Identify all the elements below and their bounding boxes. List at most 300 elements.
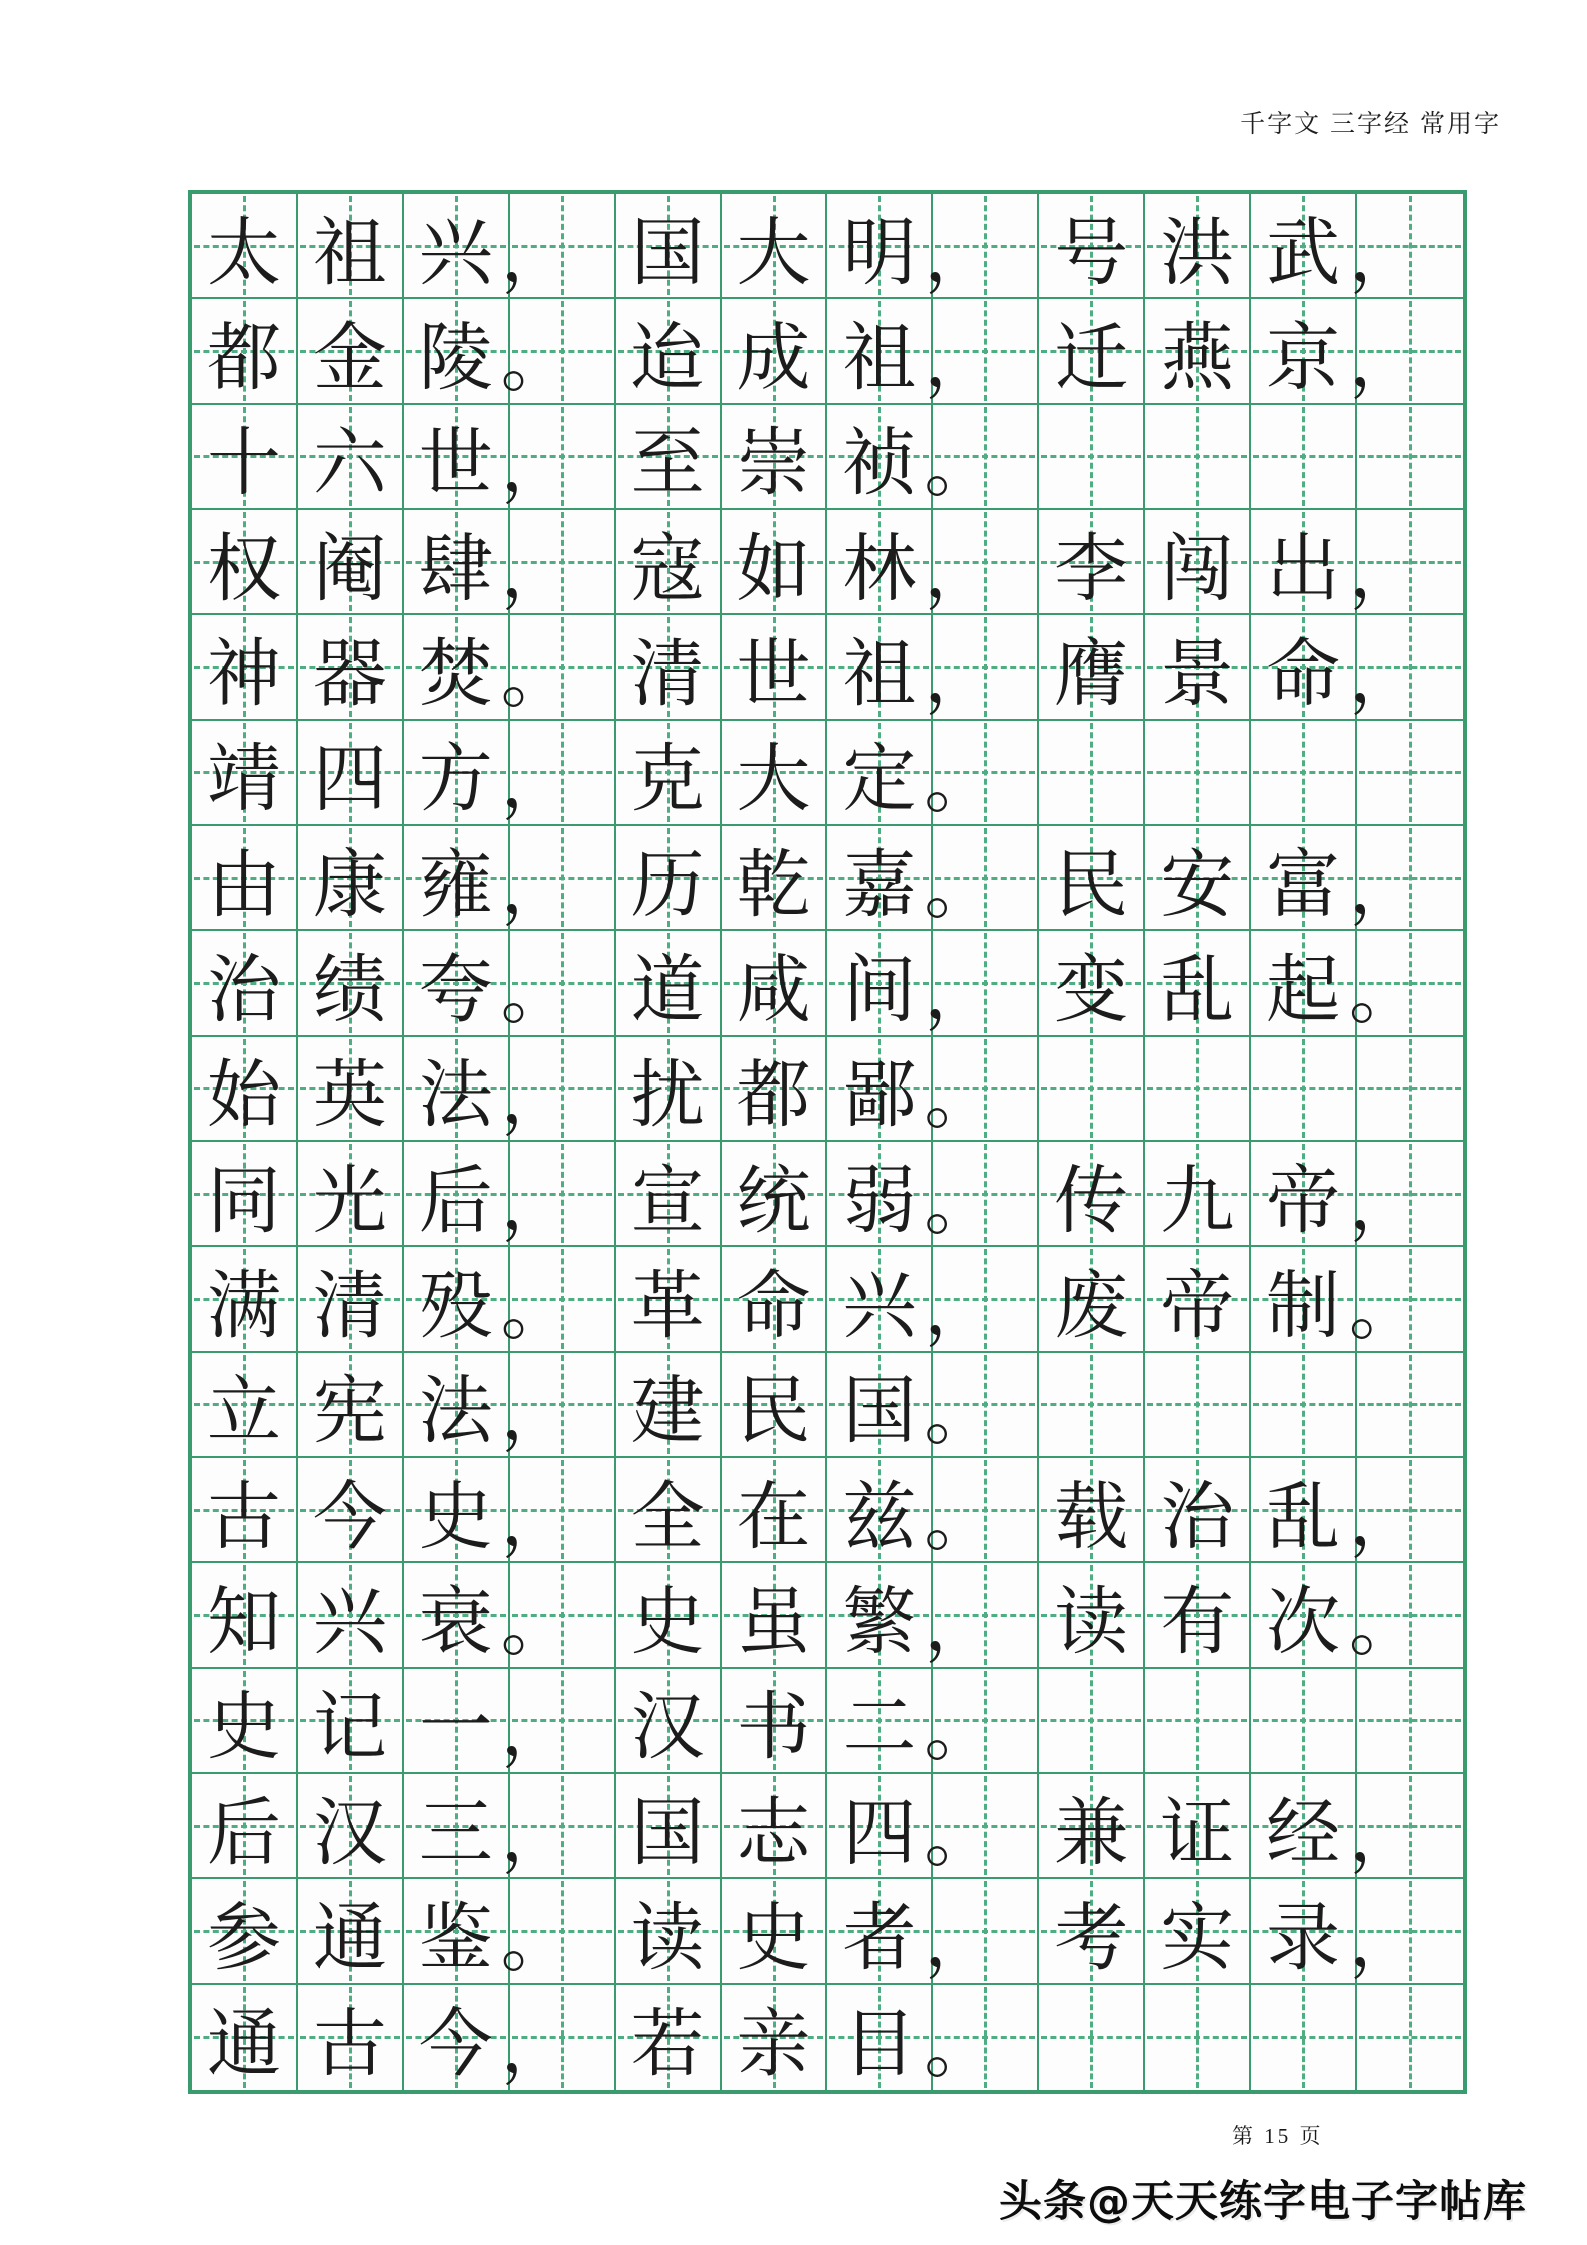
hanzi-char: 通 (312, 1894, 387, 1981)
grid-cell (192, 1985, 298, 2090)
hanzi-char: 膺 (1054, 630, 1129, 717)
hanzi-char: 都 (206, 314, 281, 401)
hanzi-char: 今 (418, 2001, 493, 2088)
hanzi-char: 古 (312, 2001, 387, 2088)
punctuation-char: ， (500, 1162, 571, 1245)
grid-cell (1145, 1247, 1251, 1352)
hanzi-char: 李 (1054, 525, 1129, 612)
grid-cell (404, 1037, 510, 1142)
hanzi-char: 闯 (1160, 525, 1235, 612)
punctuation-char: ， (500, 425, 571, 508)
punctuation-char: ， (500, 846, 571, 929)
hanzi-char: 鉴 (418, 1894, 493, 1981)
hanzi-char: 林 (842, 525, 917, 612)
punctuation-char: 。 (924, 1057, 995, 1140)
punctuation-char: ， (500, 214, 571, 297)
hanzi-char: 命 (1266, 630, 1341, 717)
hanzi-char: 传 (1054, 1157, 1129, 1244)
grid-cell (616, 405, 722, 510)
hanzi-char: 寇 (630, 525, 705, 612)
grid-cell (1145, 1985, 1251, 2090)
hanzi-char: 民 (1054, 841, 1129, 928)
grid-cell (1039, 299, 1145, 404)
grid-cell (1349, 1142, 1463, 1247)
grid-cell (722, 826, 828, 931)
hanzi-char: 迨 (630, 314, 705, 401)
grid-cell (827, 1037, 933, 1142)
grid-cell (722, 1985, 828, 2090)
grid-cell (298, 721, 404, 826)
hanzi-char: 汉 (312, 1789, 387, 1876)
grid-cell (404, 194, 510, 299)
hanzi-char: 三 (418, 1789, 493, 1876)
hanzi-char: 知 (206, 1578, 281, 1665)
grid-cell (1145, 299, 1251, 404)
punctuation-char: ， (924, 951, 995, 1034)
hanzi-char: 雍 (418, 841, 493, 928)
grid-cell (298, 1458, 404, 1563)
hanzi-char: 绩 (312, 946, 387, 1033)
hanzi-char: 四 (842, 1789, 917, 1876)
grid-cell (500, 1879, 616, 1984)
punctuation-char: ， (924, 319, 995, 402)
grid-cell (827, 1669, 933, 1774)
hanzi-char: 革 (630, 1262, 705, 1349)
grid-cell (500, 194, 616, 299)
grid-cell (298, 1247, 404, 1352)
grid-cell (616, 826, 722, 931)
punctuation-char: ， (924, 1899, 995, 1982)
hanzi-char: 宣 (630, 1157, 705, 1244)
hanzi-char: 国 (630, 209, 705, 296)
hanzi-char: 康 (312, 841, 387, 928)
grid-cell (298, 1879, 404, 1984)
grid-cell (1039, 1142, 1145, 1247)
practice-grid (188, 190, 1467, 2094)
grid-cell (1145, 1353, 1251, 1458)
grid-cell (1039, 1037, 1145, 1142)
grid-cell (1251, 615, 1357, 720)
grid-cell (1145, 826, 1251, 931)
grid-cell (1145, 1037, 1251, 1142)
hanzi-char: 史 (630, 1578, 705, 1665)
grid-cell (298, 1142, 404, 1247)
hanzi-char: 兹 (842, 1473, 917, 1560)
hanzi-char: 京 (1266, 314, 1341, 401)
hanzi-char: 嘉 (842, 841, 917, 928)
hanzi-char: 号 (1054, 209, 1129, 296)
grid-cell (298, 826, 404, 931)
grid-cell (616, 1563, 722, 1668)
punctuation-char: ， (1349, 1162, 1420, 1245)
grid-cell (1349, 1563, 1463, 1668)
grid-cell (1357, 1985, 1463, 2090)
grid-cell (924, 721, 1039, 826)
grid-cell (924, 405, 1039, 510)
punctuation-char: ， (1349, 214, 1420, 297)
grid-cell (722, 1247, 828, 1352)
hanzi-char: 崇 (736, 420, 811, 507)
hanzi-char: 载 (1054, 1473, 1129, 1560)
grid-cell (827, 1985, 933, 2090)
grid-cell (298, 1563, 404, 1668)
grid-cell (298, 510, 404, 615)
punctuation-char: 。 (924, 1689, 995, 1772)
grid-cell (1145, 1669, 1251, 1774)
hanzi-char: 扰 (630, 1052, 705, 1139)
grid-cell (192, 1879, 298, 1984)
grid-cell (722, 405, 828, 510)
grid-cell (500, 1353, 616, 1458)
grid-cell (722, 1142, 828, 1247)
grid-cell (1357, 405, 1463, 510)
grid-cell (500, 510, 616, 615)
grid-cell (924, 931, 1039, 1036)
grid-cell (404, 826, 510, 931)
punctuation-char: ， (1349, 319, 1420, 402)
grid-cell (1251, 1563, 1357, 1668)
grid-cell (192, 1142, 298, 1247)
hanzi-char: 鄙 (842, 1052, 917, 1139)
hanzi-char: 祖 (312, 209, 387, 296)
grid-cell (616, 1353, 722, 1458)
hanzi-char: 今 (312, 1473, 387, 1560)
grid-cell (500, 1458, 616, 1563)
grid-cell (924, 1879, 1039, 1984)
grid-cell (192, 721, 298, 826)
grid-cell (500, 931, 616, 1036)
grid-cell (1349, 1458, 1463, 1563)
grid-cell (722, 1353, 828, 1458)
grid-cell (616, 1774, 722, 1879)
hanzi-char: 靖 (206, 736, 281, 823)
grid-cell (1251, 1458, 1357, 1563)
grid-cell (500, 1142, 616, 1247)
grid-cell (298, 931, 404, 1036)
hanzi-char: 虽 (736, 1578, 811, 1665)
hanzi-char: 变 (1054, 946, 1129, 1033)
grid-cell (1145, 1774, 1251, 1879)
grid-cell (722, 299, 828, 404)
hanzi-char: 者 (842, 1894, 917, 1981)
grid-cell (500, 1037, 616, 1142)
punctuation-char: 。 (924, 425, 995, 508)
grid-cell (192, 931, 298, 1036)
hanzi-char: 治 (1160, 1473, 1235, 1560)
hanzi-char: 祖 (842, 630, 917, 717)
hanzi-char: 建 (630, 1368, 705, 1455)
grid-cell (298, 1669, 404, 1774)
grid-cell (192, 1774, 298, 1879)
grid-cell (192, 1037, 298, 1142)
grid-cell (500, 826, 616, 931)
grid-cell (1039, 1247, 1145, 1352)
grid-cell (924, 1353, 1039, 1458)
hanzi-char: 后 (206, 1789, 281, 1876)
hanzi-char: 法 (418, 1052, 493, 1139)
grid-cell (192, 1669, 298, 1774)
hanzi-char: 史 (418, 1473, 493, 1560)
grid-cell (1251, 1353, 1357, 1458)
hanzi-char: 至 (630, 420, 705, 507)
grid-cell (616, 1458, 722, 1563)
grid-cell (827, 615, 933, 720)
grid-cell (616, 1037, 722, 1142)
hanzi-char: 定 (842, 736, 917, 823)
grid-cell (1357, 1353, 1463, 1458)
hanzi-char: 始 (206, 1052, 281, 1139)
grid-cell (404, 1247, 510, 1352)
grid-cell (192, 615, 298, 720)
hanzi-char: 满 (206, 1262, 281, 1349)
hanzi-char: 清 (312, 1262, 387, 1349)
hanzi-char: 间 (842, 946, 917, 1033)
grid-cell (616, 194, 722, 299)
grid-cell (924, 1985, 1039, 2090)
punctuation-char: 。 (924, 846, 995, 929)
grid-cell (1145, 1142, 1251, 1247)
hanzi-char: 器 (312, 630, 387, 717)
hanzi-char: 英 (312, 1052, 387, 1139)
punctuation-char: 。 (924, 1373, 995, 1456)
grid-cell (827, 299, 933, 404)
punctuation-char: 。 (500, 951, 571, 1034)
hanzi-char: 富 (1266, 841, 1341, 928)
grid-cell (1251, 826, 1357, 931)
grid-cell (1251, 721, 1357, 826)
grid-cell (500, 615, 616, 720)
hanzi-char: 在 (736, 1473, 811, 1560)
hanzi-char: 一 (418, 1684, 493, 1771)
grid-cell (1145, 405, 1251, 510)
grid-cell (298, 1985, 404, 2090)
grid-cell (404, 1353, 510, 1458)
grid-cell (1039, 1879, 1145, 1984)
punctuation-char: 。 (500, 635, 571, 718)
grid-cell (827, 1879, 933, 1984)
grid-cell (1039, 1563, 1145, 1668)
grid-cell (500, 1563, 616, 1668)
grid-cell (722, 721, 828, 826)
punctuation-char: ， (500, 741, 571, 824)
grid-cell (298, 1037, 404, 1142)
grid-cell (1251, 931, 1357, 1036)
hanzi-char: 衰 (418, 1578, 493, 1665)
grid-cell (1039, 721, 1145, 826)
grid-cell (1251, 1247, 1357, 1352)
punctuation-char: ， (500, 1373, 571, 1456)
grid-cell (1251, 299, 1357, 404)
hanzi-char: 经 (1266, 1789, 1341, 1876)
punctuation-char: ， (500, 1057, 571, 1140)
grid-cell (722, 194, 828, 299)
grid-cell (616, 1669, 722, 1774)
hanzi-char: 考 (1054, 1894, 1129, 1981)
grid-cell (1251, 510, 1357, 615)
grid-cell (1039, 615, 1145, 720)
grid-cell (1039, 405, 1145, 510)
hanzi-char: 同 (206, 1157, 281, 1244)
grid-cell (404, 1669, 510, 1774)
hanzi-char: 读 (630, 1894, 705, 1981)
grid-cell (924, 1142, 1039, 1247)
grid-cell (500, 1985, 616, 2090)
grid-cell (1349, 1247, 1463, 1352)
hanzi-char: 后 (418, 1157, 493, 1244)
grid-cell (616, 615, 722, 720)
grid-cell (1145, 615, 1251, 720)
grid-cell (1145, 194, 1251, 299)
hanzi-char: 汉 (630, 1684, 705, 1771)
hanzi-char: 帝 (1160, 1262, 1235, 1349)
hanzi-char: 法 (418, 1368, 493, 1455)
grid-cell (722, 931, 828, 1036)
hanzi-char: 安 (1160, 841, 1235, 928)
hanzi-char: 夸 (418, 946, 493, 1033)
grid-cell (500, 1669, 616, 1774)
hanzi-char: 证 (1160, 1789, 1235, 1876)
grid-cell (298, 405, 404, 510)
grid-cell (1251, 1879, 1357, 1984)
grid-cell (827, 405, 933, 510)
grid-cell (1349, 826, 1463, 931)
grid-cell (192, 826, 298, 931)
hanzi-char: 志 (736, 1789, 811, 1876)
grid-cell (924, 510, 1039, 615)
grid-cell (924, 1037, 1039, 1142)
hanzi-char: 兴 (418, 209, 493, 296)
grid-cell (1039, 1353, 1145, 1458)
grid-cell (500, 1774, 616, 1879)
hanzi-char: 统 (736, 1157, 811, 1244)
punctuation-char: ， (500, 1794, 571, 1877)
grid-cell (192, 1563, 298, 1668)
grid-cell (192, 1353, 298, 1458)
hanzi-char: 大 (736, 209, 811, 296)
hanzi-char: 清 (630, 630, 705, 717)
hanzi-char: 录 (1266, 1894, 1341, 1981)
grid-cell (404, 1563, 510, 1668)
punctuation-char: ， (924, 214, 995, 297)
hanzi-char: 历 (630, 841, 705, 928)
grid-cell (404, 721, 510, 826)
hanzi-char: 起 (1266, 946, 1341, 1033)
grid-cell (722, 1037, 828, 1142)
hanzi-char: 洪 (1160, 209, 1235, 296)
grid-cell (192, 194, 298, 299)
grid-cell (722, 510, 828, 615)
grid-cell (298, 615, 404, 720)
grid-cell (827, 931, 933, 1036)
grid-cell (404, 615, 510, 720)
punctuation-char: 。 (1349, 1267, 1420, 1350)
grid-cell (1357, 1037, 1463, 1142)
grid-cell (924, 1247, 1039, 1352)
grid-cell (192, 1458, 298, 1563)
grid-cell (404, 299, 510, 404)
hanzi-char: 宪 (312, 1368, 387, 1455)
grid-cell (1039, 1458, 1145, 1563)
grid-cell (722, 1458, 828, 1563)
grid-cell (404, 405, 510, 510)
grid-cell (1145, 721, 1251, 826)
grid-cell (404, 1142, 510, 1247)
grid-cell (924, 1563, 1039, 1668)
grid-cell (1039, 826, 1145, 931)
hanzi-char: 明 (842, 209, 917, 296)
hanzi-char: 祯 (842, 420, 917, 507)
punctuation-char: 。 (500, 1899, 571, 1982)
grid-cell (1039, 510, 1145, 615)
hanzi-char: 制 (1266, 1262, 1341, 1349)
grid-cell (924, 615, 1039, 720)
hanzi-char: 太 (206, 209, 281, 296)
grid-cell (1251, 1774, 1357, 1879)
punctuation-char: 。 (924, 741, 995, 824)
grid-cell (924, 826, 1039, 931)
grid-cell (722, 615, 828, 720)
grid-cell (404, 1774, 510, 1879)
grid-cell (722, 1669, 828, 1774)
grid-cell (924, 299, 1039, 404)
grid-cell (500, 721, 616, 826)
grid-cell (924, 194, 1039, 299)
grid-cell (827, 1247, 933, 1352)
hanzi-char: 兴 (312, 1578, 387, 1665)
punctuation-char: ， (500, 1478, 571, 1561)
punctuation-char: 。 (924, 2006, 995, 2089)
grid-cell (924, 1669, 1039, 1774)
hanzi-char: 史 (206, 1684, 281, 1771)
page-title: 千字文 三字经 常用字 (1240, 110, 1501, 138)
grid-cell (827, 826, 933, 931)
hanzi-char: 肆 (418, 525, 493, 612)
hanzi-char: 民 (736, 1368, 811, 1455)
grid-cell (722, 1774, 828, 1879)
hanzi-char: 如 (736, 525, 811, 612)
grid-cell (827, 721, 933, 826)
punctuation-char: ， (924, 1583, 995, 1666)
grid-cell (1145, 1879, 1251, 1984)
grid-cell (616, 1879, 722, 1984)
hanzi-char: 十 (206, 420, 281, 507)
hanzi-char: 兼 (1054, 1789, 1129, 1876)
grid-cell (827, 194, 933, 299)
hanzi-char: 目 (842, 2001, 917, 2088)
grid-cell (1039, 931, 1145, 1036)
grid-cell (827, 1142, 933, 1247)
hanzi-char: 权 (206, 525, 281, 612)
hanzi-char: 国 (842, 1368, 917, 1455)
grid-cell (722, 1563, 828, 1668)
grid-cell (1145, 931, 1251, 1036)
grid-cell (1349, 510, 1463, 615)
grid-cell (827, 510, 933, 615)
hanzi-char: 废 (1054, 1262, 1129, 1349)
punctuation-char: ， (1349, 635, 1420, 718)
hanzi-char: 光 (312, 1157, 387, 1244)
hanzi-char: 国 (630, 1789, 705, 1876)
grid-cell (827, 1458, 933, 1563)
grid-cell (500, 405, 616, 510)
punctuation-char: ， (500, 2006, 571, 2089)
hanzi-char: 参 (206, 1894, 281, 1981)
hanzi-char: 乾 (736, 841, 811, 928)
grid-cell (404, 931, 510, 1036)
hanzi-char: 命 (736, 1262, 811, 1349)
hanzi-char: 兴 (842, 1262, 917, 1349)
watermark: 头条@天天练字电子字帖库 (999, 2177, 1527, 2227)
